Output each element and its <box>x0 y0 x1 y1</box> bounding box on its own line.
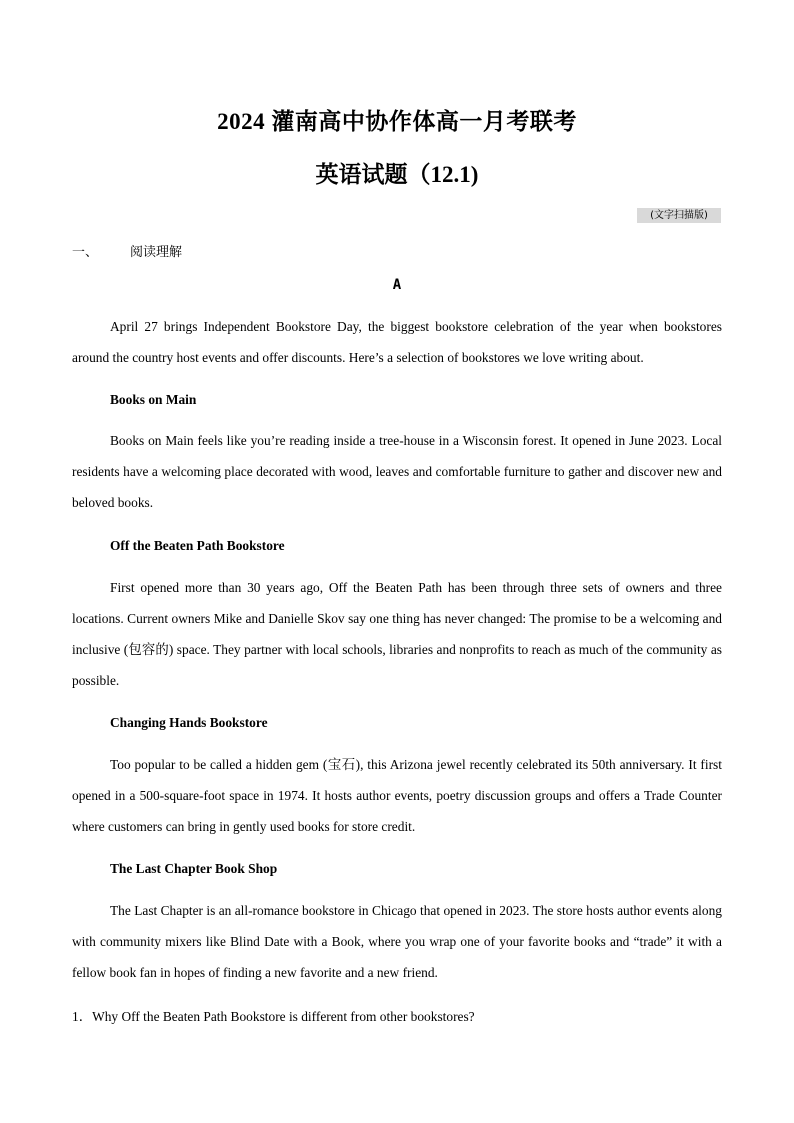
store-text-off-the-beaten-path <box>72 572 722 696</box>
question-1 <box>72 1006 475 1025</box>
store-heading-books-on-main: Books on Main <box>110 392 197 407</box>
intro-paragraph: April 27 brings Independent Bookstore Day, the biggest bookstore celebration of the year when bookstores around the country host events and offer discounts. Here’s a selection of bookstores we love writing about. <box>72 319 722 365</box>
store-text-changing-hands <box>72 749 722 842</box>
section-heading <box>72 241 182 260</box>
question-text: Why Off the Beaten Path Bookstore is different from other bookstores? <box>92 1009 475 1024</box>
section-number: 一、 <box>72 245 99 260</box>
passage-letter: A <box>392 277 402 293</box>
store-paragraph: Too popular to be called a hidden gem (宝石), this Arizona jewel recently celebrated its 50th anniversary. It first opened in a 500-square-foot space in 1974. It hosts author events, poetry discussion groups and offers a Trade Counter where customers can bring in gently used books for store credit. <box>72 757 722 834</box>
exam-title: 2024 灌南高中协作体高一月考联考 <box>217 109 577 134</box>
store-heading-off-the-beaten-path: Off the Beaten Path Bookstore <box>110 538 285 553</box>
section-label: 阅读理解 <box>130 245 183 260</box>
store-text-books-on-main <box>72 425 722 518</box>
store-paragraph: The Last Chapter is an all-romance bookstore in Chicago that opened in 2023. The store hosts author events along with community mixers like Blind Date with a Book, where you wrap one of your favorite books and “trade” it with a fellow book fan in hopes of finding a new favorite and a new friend. <box>72 903 722 980</box>
passage-intro <box>72 311 722 373</box>
scan-version-badge: (文字扫描版) <box>637 208 721 223</box>
store-paragraph: Books on Main feels like you’re reading inside a tree-house in a Wisconsin forest. It opened in June 2023. Local residents have a welcoming place decorated with wood, leaves and comfortable furniture to gather and discover new and beloved books. <box>72 433 722 510</box>
store-paragraph: First opened more than 30 years ago, Off the Beaten Path has been through three sets of owners and three locations. Current owners Mike and Danielle Skov say one thing has never changed: The promise to be a welcoming and inclusive (包容的) space. They partner with local schools, libraries and nonprofits to reach as much of the community as possible. <box>72 580 722 688</box>
store-heading-changing-hands: Changing Hands Bookstore <box>110 715 268 730</box>
exam-subtitle: 英语试题（12.1) <box>315 162 479 187</box>
question-number: 1． <box>72 1009 93 1024</box>
store-heading-last-chapter: The Last Chapter Book Shop <box>110 861 278 876</box>
store-text-last-chapter <box>72 895 722 988</box>
